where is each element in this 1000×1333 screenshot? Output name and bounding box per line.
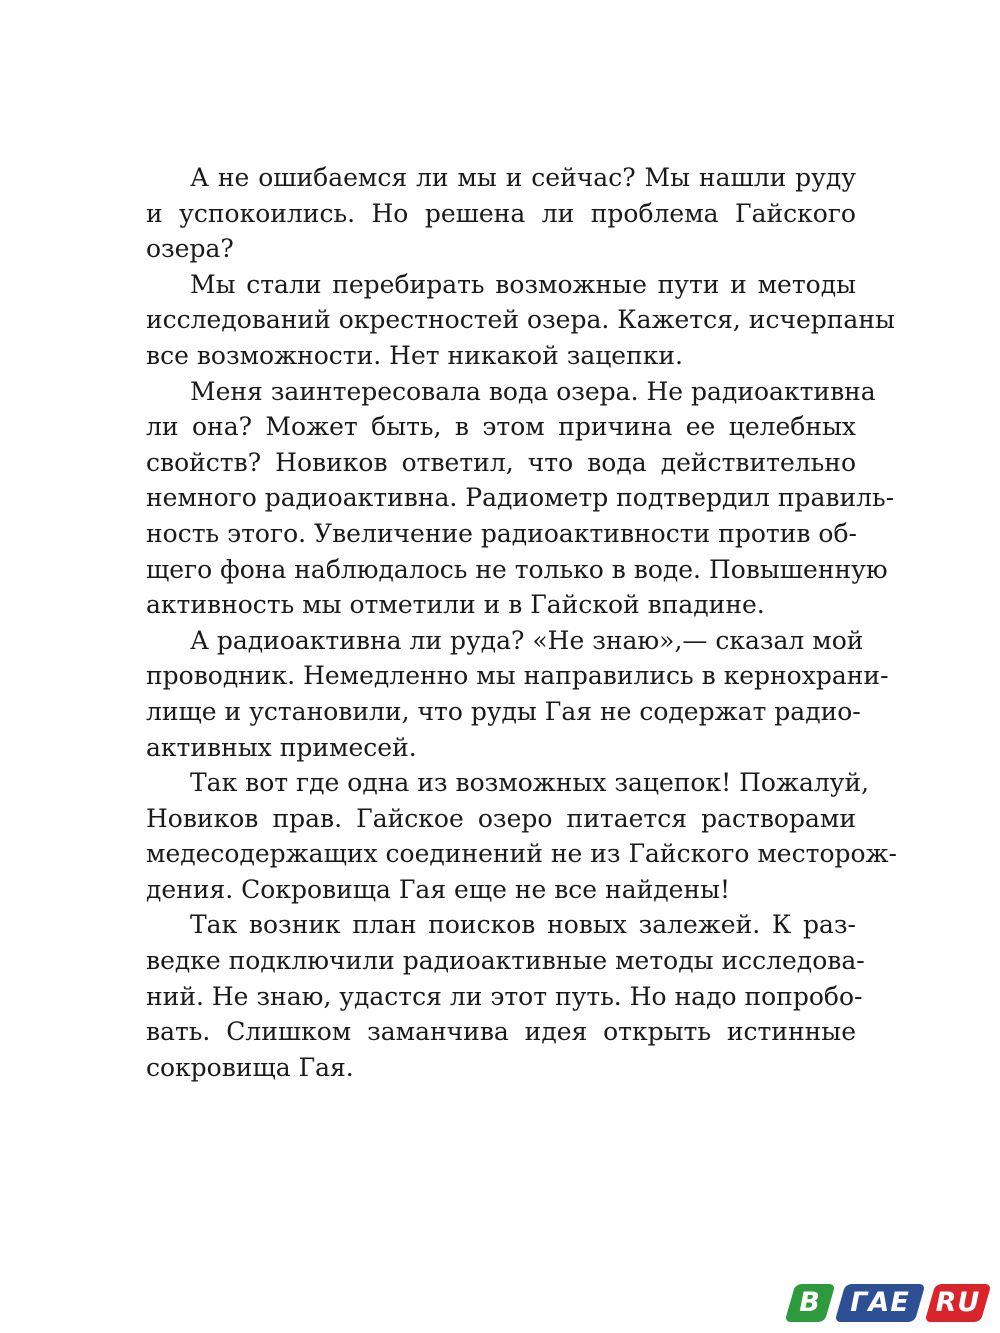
text-line: Новиков прав. Гайское озеро питается растворами xyxy=(146,803,856,833)
site-logo[interactable] xyxy=(784,1284,990,1324)
paragraph-4 xyxy=(146,623,889,765)
text-line: ли она? Может быть, в этом причина ее целебных xyxy=(146,412,856,442)
text-line: озера? xyxy=(146,234,234,264)
logo-part-v xyxy=(785,1284,836,1322)
text-line: щего фона наблюдалось не только в воде. Повышенную xyxy=(146,554,888,584)
text-line: проводник. Немедленно мы направились в кернохрани- xyxy=(146,661,889,691)
logo-text-ru: RU xyxy=(935,1287,981,1318)
page-text xyxy=(146,160,897,1085)
paragraph-5 xyxy=(146,765,897,907)
paragraph-2 xyxy=(146,267,895,374)
paragraph-6 xyxy=(146,907,865,1085)
text-line: медесодержащих соединений не из Гайского месторож- xyxy=(146,839,897,869)
text-line: ведке подключили радиоактивные методы исследова- xyxy=(146,946,865,976)
text-line: активных примесей. xyxy=(146,732,417,762)
logo-part-ru xyxy=(925,1284,992,1322)
text-line: исследований окрестностей озера. Кажется, исчерпаны xyxy=(146,305,895,335)
text-line: все возможности. Нет никакой зацепки. xyxy=(146,340,683,370)
text-line: ний. Не знаю, удастся ли этот путь. Но надо попробо- xyxy=(146,981,863,1011)
text-line: Так вот где одна из возможных зацепок! Пожалуй, xyxy=(190,768,870,798)
text-line: А радиоактивна ли руда? «Не знаю»,— сказал мой xyxy=(190,625,864,655)
text-line: дения. Сокровища Гая еще не все найдены! xyxy=(146,874,731,904)
text-line: сокровища Гая. xyxy=(146,1052,354,1082)
text-line: Мы стали перебирать возможные пути и методы xyxy=(190,269,856,299)
paragraph-1 xyxy=(146,160,856,267)
text-line: активность мы отметили и в Гайской впадине. xyxy=(146,590,765,620)
text-line: свойств? Новиков ответил, что вода действительно xyxy=(146,447,856,477)
logo-text-gae: ГАЕ xyxy=(850,1287,910,1318)
text-line: ность этого. Увеличение радиоактивности против об- xyxy=(146,518,857,548)
text-line: Так возник план поисков новых залежей. К раз- xyxy=(190,910,856,940)
text-line: немного радиоактивна. Радиометр подтвердил правиль- xyxy=(146,483,895,513)
text-line: вать. Слишком заманчива идея открыть истинные xyxy=(146,1017,856,1047)
paragraph-3 xyxy=(146,374,895,623)
logo-text-v: В xyxy=(799,1287,821,1318)
text-line: и успокоились. Но решена ли проблема Гайского xyxy=(146,198,856,228)
text-line: Меня заинтересовала вода озера. Не радиоактивна xyxy=(190,376,876,406)
logo-part-gae xyxy=(835,1284,926,1322)
text-line: А не ошибаемся ли мы и сейчас? Мы нашли руду xyxy=(190,163,856,192)
text-line: лище и установили, что руды Гая не содержат радио- xyxy=(146,696,861,726)
